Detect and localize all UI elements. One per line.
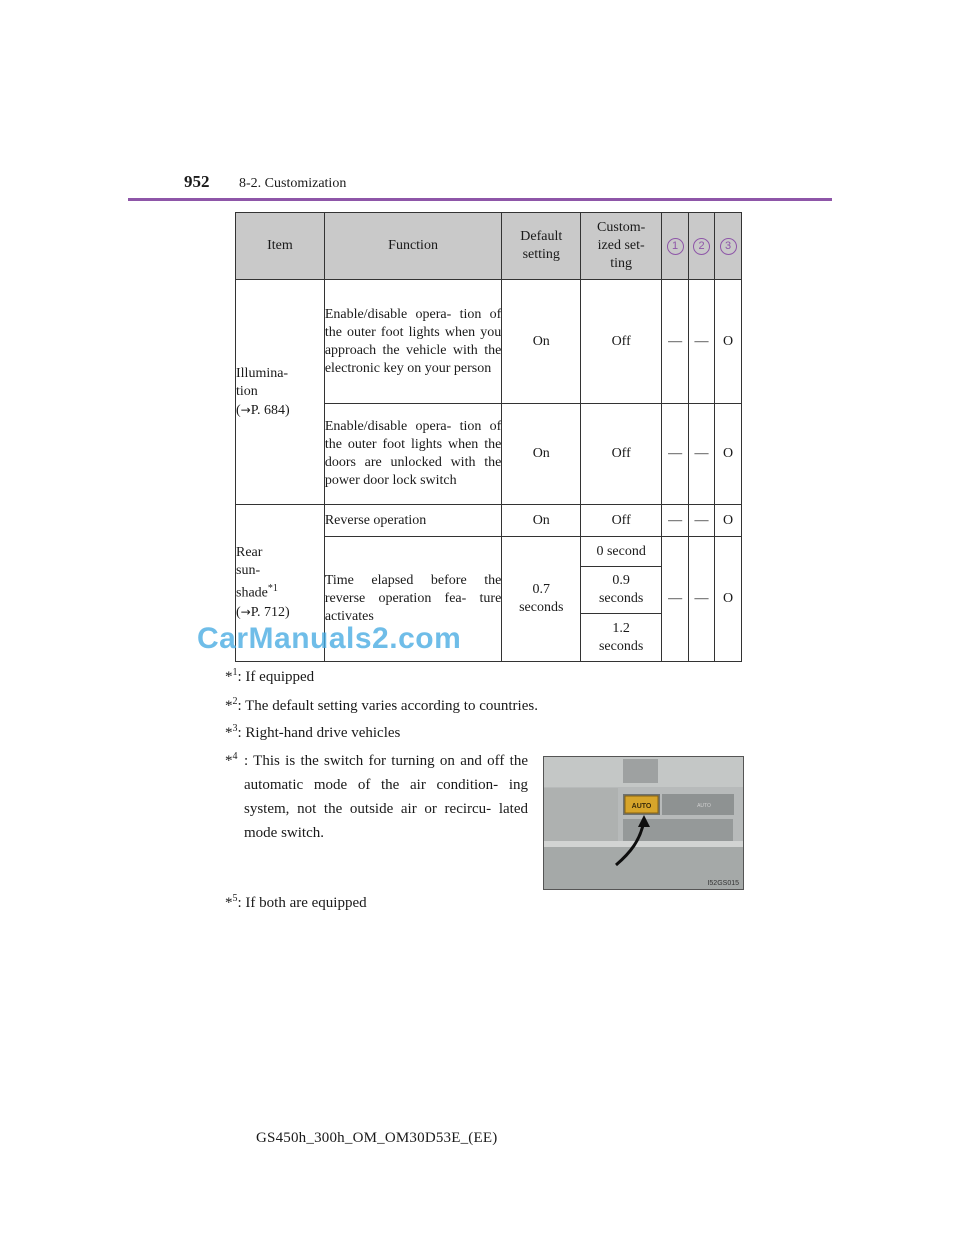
function-text: Enable/disable opera- tion of the outer foot lights when you approach the vehicle with the electronic key on your person	[324, 280, 502, 404]
header-function: Function	[324, 213, 502, 280]
circled-3-icon: 3	[720, 238, 737, 255]
header-default-setting: Default setting	[502, 213, 581, 280]
item-sunshade-ref: P. 712)	[250, 604, 290, 620]
default-value-line1: 0.7	[532, 582, 550, 597]
table-row	[236, 505, 742, 537]
footnote-4-text: : This is the switch for turning on and off the automatic mode of the air condition- ing system, not the outside air or recircu- lated mode switch.	[244, 753, 528, 841]
footnote-2-number: 2	[232, 696, 238, 707]
page-number: 952	[184, 172, 210, 191]
col3-value: O	[715, 280, 742, 404]
footnote-2-text: : The default setting varies according to countries.	[237, 698, 538, 714]
custom-option-1-2-line1: 1.2	[612, 620, 630, 636]
auto-small-label: AUTO	[697, 803, 711, 809]
table-header-row	[236, 213, 742, 280]
footnote-3: *$^3$: Right-hand drive vehicles	[225, 723, 401, 741]
item-illumination: Illumina- tion (→P. 684)	[236, 280, 325, 505]
circled-1-icon: 1	[667, 238, 684, 255]
circled-2-icon: 2	[693, 238, 710, 255]
col3-value: O	[715, 404, 742, 505]
climate-control-photo	[543, 756, 744, 890]
header-customized-setting: Custom- ized set- ting	[581, 213, 662, 280]
footnote-1: *$^1$: If equipped	[225, 667, 315, 685]
section-title: 8-2. Customization	[239, 176, 347, 191]
item-illumination-line1: Illumina-	[236, 365, 289, 381]
custom-option-0-9	[581, 567, 662, 614]
default-value: On	[502, 505, 581, 537]
custom-value: Off	[581, 404, 662, 505]
header-col-2	[689, 213, 715, 280]
col1-value: —	[662, 404, 689, 505]
col1-value: —	[662, 537, 689, 662]
footnote-1-text: : If equipped	[237, 669, 315, 685]
default-value: On	[502, 280, 581, 404]
custom-option-1-2	[581, 614, 662, 662]
footnote-2: *$^2$: The default setting varies according to countries.	[225, 696, 538, 714]
watermark: CarManuals2.com	[197, 622, 462, 655]
footnote-5: *$^5$: If both are equipped	[225, 893, 367, 911]
custom-option-0-9-line2: seconds	[598, 591, 644, 606]
climate-panel-illustration	[544, 757, 743, 889]
header-item: Item	[236, 213, 325, 280]
col1-value: —	[662, 505, 689, 537]
header-col-1	[662, 213, 689, 280]
col3-value: O	[715, 505, 742, 537]
custom-option-1-2-line2: seconds	[598, 638, 644, 654]
header-col-3	[715, 213, 742, 280]
document-footer: GS450h_300h_OM_OM30D53E_(EE)	[256, 1130, 498, 1146]
arrow-right-icon: →	[240, 604, 251, 619]
arrow-right-icon: →	[240, 402, 251, 417]
header-rule	[128, 198, 832, 201]
item-sunshade-line3: shade	[236, 585, 268, 601]
item-sunshade-footnote-ref: *1	[267, 583, 278, 595]
item-illumination-line2: tion	[236, 383, 258, 399]
col3-value: O	[715, 537, 742, 662]
function-text: Reverse operation	[324, 505, 502, 537]
custom-value: Off	[581, 505, 662, 537]
custom-option-0-9-line1: 0.9	[612, 573, 630, 588]
col2-value: —	[689, 404, 715, 505]
custom-value: Off	[581, 280, 662, 404]
item-sunshade-line1: Rear	[236, 545, 263, 561]
footnote-3-text: : Right-hand drive vehicles	[237, 725, 401, 741]
footnote-5-number: 5	[232, 893, 238, 904]
col2-value: —	[689, 537, 715, 662]
image-id: I52GS015	[707, 880, 739, 887]
default-value	[502, 537, 581, 662]
item-rear-sunshade: Rear sun- shade$^{*1}$ (→P. 712)	[236, 505, 325, 662]
item-illumination-ref: P. 684)	[250, 402, 290, 418]
col2-value: —	[689, 280, 715, 404]
footnote-1-number: 1	[232, 667, 238, 678]
custom-option-0: 0 second	[581, 537, 662, 567]
footnote-4-number: 4	[232, 751, 238, 762]
customization-table	[235, 212, 742, 662]
col2-value: —	[689, 505, 715, 537]
footnote-3-number: 3	[232, 723, 238, 734]
function-text: Time elapsed before the reverse operation fea- ture activates	[324, 537, 502, 662]
default-value: On	[502, 404, 581, 505]
item-sunshade-line2: sun-	[236, 563, 261, 579]
col1-value: —	[662, 280, 689, 404]
default-value-line2: seconds	[519, 600, 564, 615]
table-row	[236, 280, 742, 404]
footnote-4-marker: *$^4$	[225, 751, 238, 769]
auto-button-label: AUTO	[631, 803, 652, 810]
footnote-5-text: : If both are equipped	[237, 895, 367, 911]
function-text: Enable/disable opera- tion of the outer foot lights when the doors are unlocked with the power door lock switch	[324, 404, 502, 505]
